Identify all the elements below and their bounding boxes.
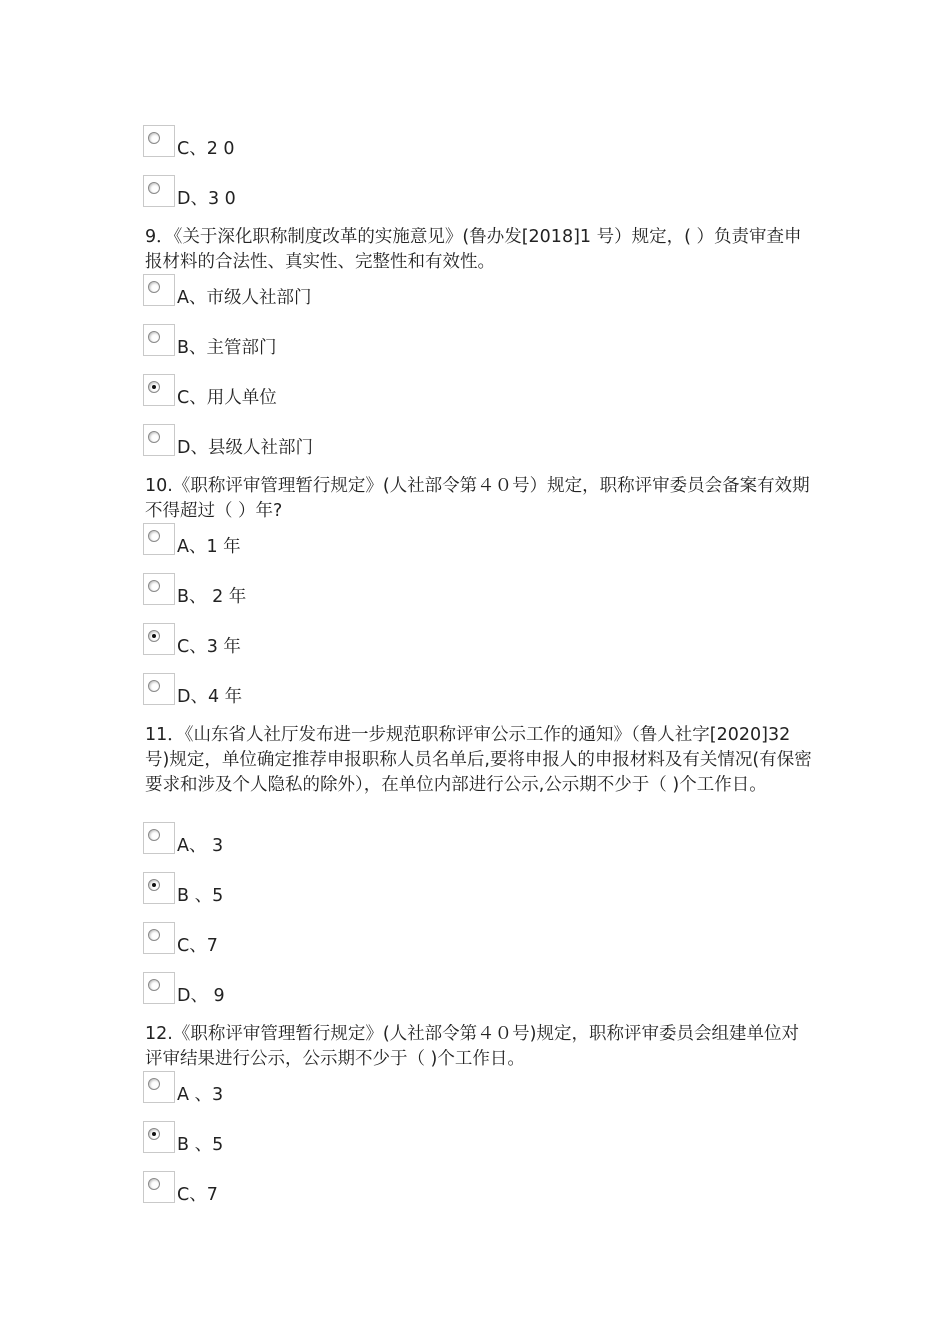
option-label: B 、5 [177,1135,224,1155]
radio-box[interactable] [143,872,175,904]
option-label: C、3 年 [177,637,241,657]
radio-box[interactable] [143,623,175,655]
radio-unselected-icon[interactable] [148,1078,160,1090]
radio-box[interactable] [143,324,175,356]
radio-unselected-icon[interactable] [148,979,160,991]
radio-unselected-icon[interactable] [148,331,160,343]
radio-unselected-icon[interactable] [148,281,160,293]
question-9-text: 9．《关于深化职称制度改革的实施意见》(鲁办发[2018]1 号）规定，( ）负责审查申报材料的合法性、真实性、完整性和有效性。 [145,227,802,272]
radio-box[interactable] [143,922,175,954]
option-label: C、用人单位 [177,388,277,408]
option-label: B、 2 年 [177,587,247,607]
option-label: D、4 年 [177,687,243,707]
option-label: D、 9 [177,986,225,1006]
radio-box[interactable] [143,125,175,157]
option-label: D、县级人社部门 [177,438,313,458]
option-label: A、1 年 [177,537,241,557]
radio-selected-icon[interactable] [148,630,160,642]
option-label: A、 3 [177,836,224,856]
radio-unselected-icon[interactable] [148,929,160,941]
option-label: B、主管部门 [177,338,277,358]
question-10-text: 10.《职称评审管理暂行规定》(人社部令第４０号）规定，职称评审委员会备案有效期不得超过（ ）年? [145,476,810,521]
radio-box[interactable] [143,972,175,1004]
option-label: C、2 0 [177,139,235,159]
option-label: A 、3 [177,1085,224,1105]
radio-box[interactable] [143,1121,175,1153]
radio-box[interactable] [143,1171,175,1203]
radio-unselected-icon[interactable] [148,132,160,144]
question-11-text: 11．《山东省人社厅发布进一步规范职称评审公示工作的通知》（鲁人社字[2020]32 号)规定，单位确定推荐申报职称人员名单后,要将申报人的申报材料及有关情况(有保密要求和涉及个人隐私的除外），在单位内部进行公示,公示期不少于（ )个工作日。 [145,725,812,795]
radio-box[interactable] [143,1071,175,1103]
radio-selected-icon[interactable] [148,879,160,891]
option-label: C、7 [177,1185,218,1205]
radio-unselected-icon[interactable] [148,431,160,443]
question-12-text: 12.《职称评审管理暂行规定》(人社部令第４０号)规定，职称评审委员会组建单位对评审结果进行公示，公示期不少于（ )个工作日。 [145,1024,799,1069]
radio-box[interactable] [143,424,175,456]
option-label: D、3 0 [177,189,236,209]
radio-unselected-icon[interactable] [148,580,160,592]
radio-unselected-icon[interactable] [148,680,160,692]
radio-box[interactable] [143,573,175,605]
option-label: C、7 [177,936,218,956]
radio-selected-icon[interactable] [148,1128,160,1140]
option-label: A、市级人社部门 [177,288,312,308]
option-label: B 、5 [177,886,224,906]
radio-unselected-icon[interactable] [148,182,160,194]
radio-box[interactable] [143,374,175,406]
radio-selected-icon[interactable] [148,381,160,393]
radio-box[interactable] [143,822,175,854]
radio-box[interactable] [143,274,175,306]
radio-unselected-icon[interactable] [148,1178,160,1190]
radio-unselected-icon[interactable] [148,530,160,542]
radio-box[interactable] [143,175,175,207]
radio-unselected-icon[interactable] [148,829,160,841]
radio-box[interactable] [143,523,175,555]
radio-box[interactable] [143,673,175,705]
